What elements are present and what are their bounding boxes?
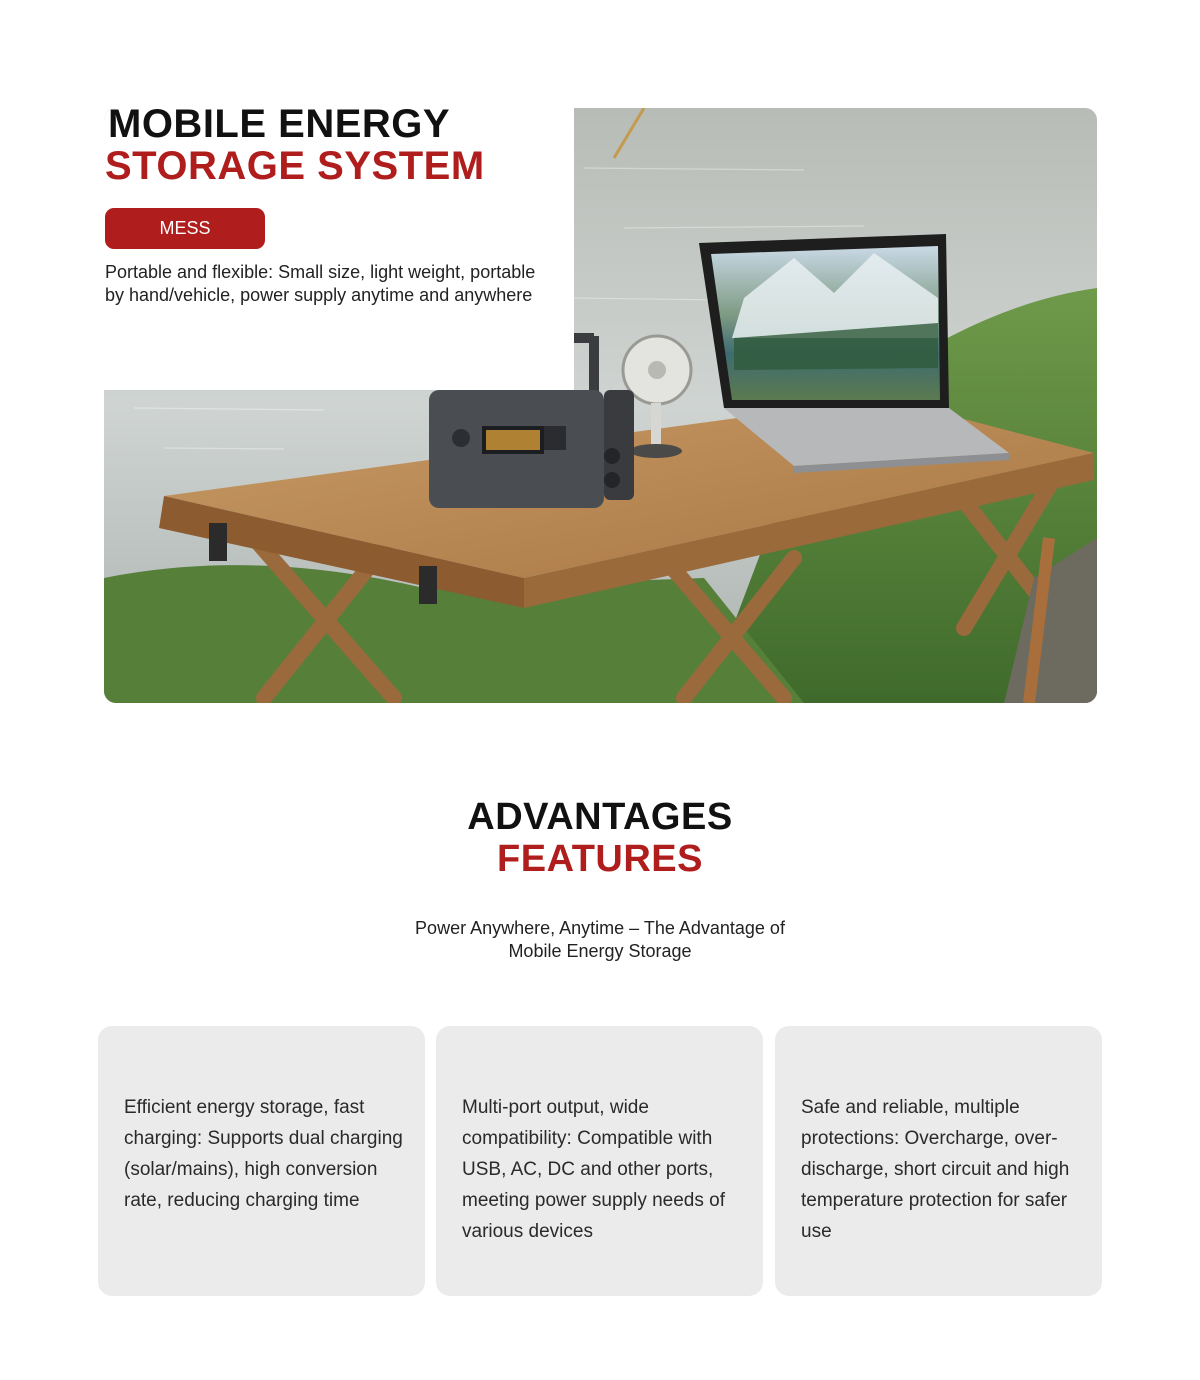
- mess-badge: MESS: [105, 208, 265, 249]
- feature-card: [775, 1026, 1102, 1296]
- feature-card-text: Safe and reliable, multiple protections: Overcharge, over-discharge, short circuit and high temperature protection for safer use: [801, 1097, 1070, 1242]
- hero-description: Portable and flexible: Small size, light weight, portable by hand/vehicle, power supply anytime and anywhere: [105, 262, 536, 305]
- feature-card: [436, 1026, 763, 1296]
- advantages-tagline: Power Anywhere, Anytime – The Advantage of Mobile Energy Storage: [415, 918, 785, 961]
- hero-image: [104, 108, 1097, 703]
- feature-card-text: Multi-port output, wide compatibility: Compatible with USB, AC, DC and other ports, meeting power supply needs of various devices: [462, 1097, 725, 1242]
- advantages-title: ADVANTAGES: [467, 796, 733, 838]
- feature-cards: [98, 1026, 1102, 1296]
- feature-card: [98, 1026, 425, 1296]
- hero-title-line-2: STORAGE SYSTEM: [105, 144, 485, 188]
- feature-card-text: Efficient energy storage, fast charging: Supports dual charging (solar/mains), high conversion rate, reducing charging time: [124, 1097, 403, 1211]
- features-subtitle: FEATURES: [497, 838, 703, 880]
- hero-title-line-1: MOBILE ENERGY: [108, 102, 451, 146]
